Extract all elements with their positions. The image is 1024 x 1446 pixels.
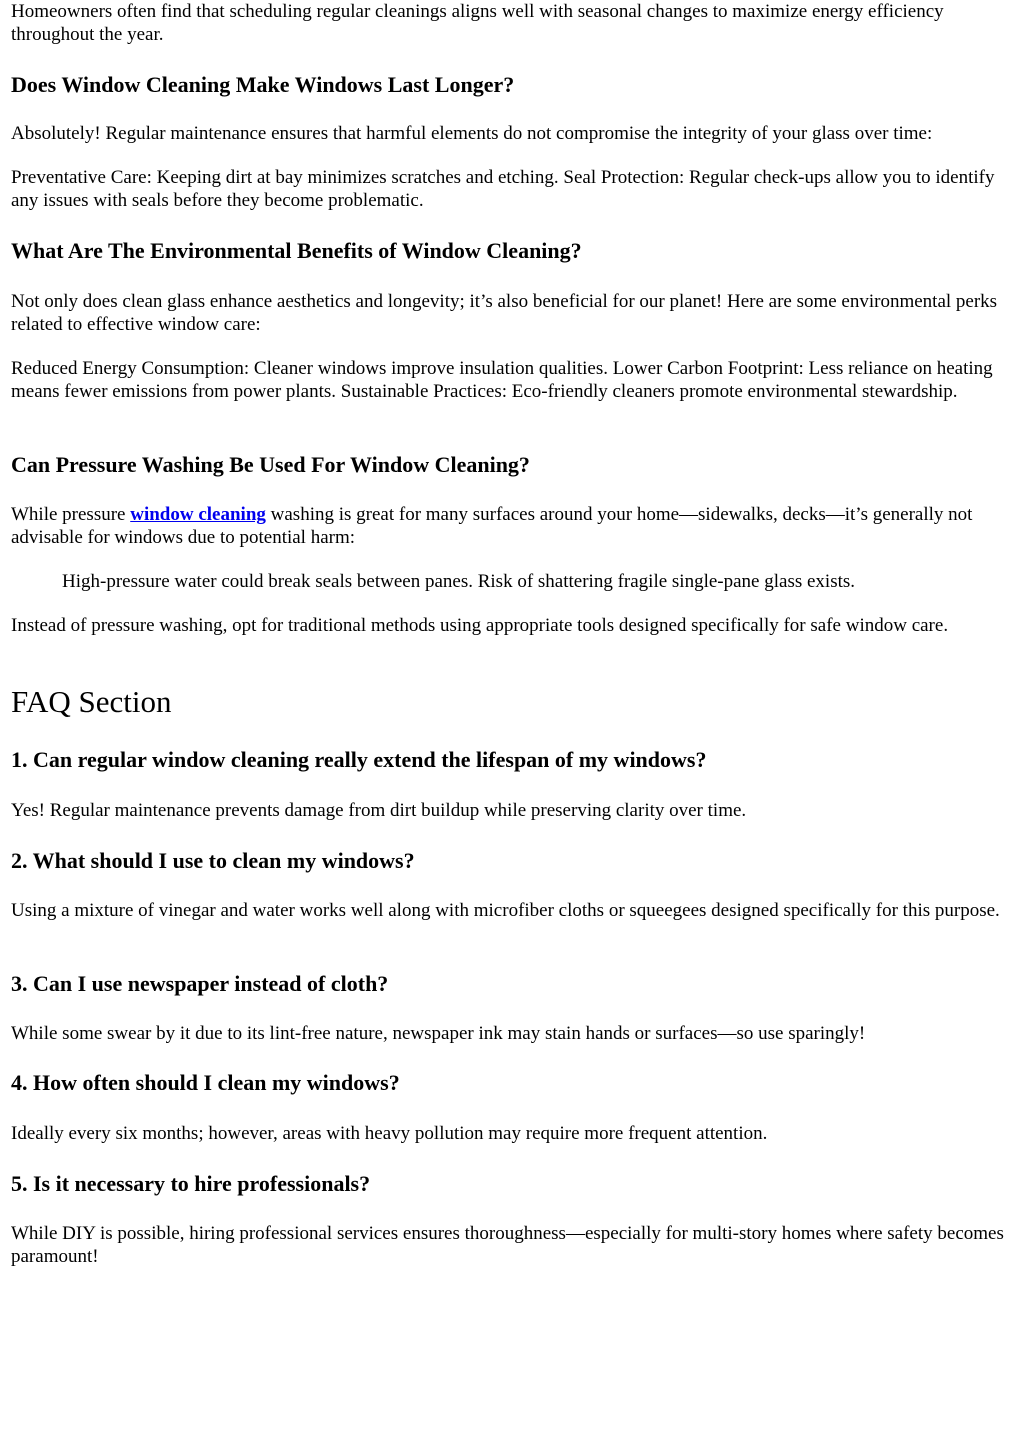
faq-question-2: 2. What should I use to clean my windows? xyxy=(11,848,415,873)
window-cleaning-link[interactable]: window cleaning xyxy=(130,504,266,525)
heading-environmental-benefits: What Are The Environmental Benefits of Window Cleaning? xyxy=(11,238,582,263)
paragraph-absolutely: Absolutely! Regular maintenance ensures that harmful elements do not compromise the integrity of your glass over time: xyxy=(11,123,933,144)
heading-pressure-washing: Can Pressure Washing Be Used For Window Cleaning? xyxy=(11,452,530,477)
faq-answer-5: While DIY is possible, hiring professional services ensures thoroughness—especially for multi-story homes where safety becomes paramount! xyxy=(11,1223,1004,1267)
paragraph-pressure-washing xyxy=(11,503,1014,549)
faq-question-4: 4. How often should I clean my windows? xyxy=(11,1070,400,1095)
faq-answer-1: Yes! Regular maintenance prevents damage from dirt buildup while preserving clarity over time. xyxy=(11,800,747,821)
faq-answer-4: Ideally every six months; however, areas with heavy pollution may require more frequent attention. xyxy=(11,1123,768,1144)
pressure-text-after-link: washing is great for many surfaces around your home—sidewalks, decks—it’s generally not advisable for windows due to potential harm: xyxy=(11,504,973,548)
indented-risks-paragraph: High-pressure water could break seals between panes. Risk of shattering fragile single-pane glass exists. xyxy=(62,571,856,592)
faq-question-5: 5. Is it necessary to hire professionals? xyxy=(11,1171,371,1196)
faq-answer-3: While some swear by it due to its lint-free nature, newspaper ink may stain hands or surfaces—so use sparingly! xyxy=(11,1023,866,1044)
paragraph-traditional-methods: Instead of pressure washing, opt for traditional methods using appropriate tools designed specifically for safe window care. xyxy=(11,615,949,636)
paragraph-environmental-intro: Not only does clean glass enhance aesthetics and longevity; it’s also beneficial for our planet! Here are some environmental perks related to effective window care: xyxy=(11,291,998,335)
faq-question-3: 3. Can I use newspaper instead of cloth? xyxy=(11,971,389,996)
faq-answer-2: Using a mixture of vinegar and water works well along with microfiber cloths or squeegees designed specifically for this purpose. xyxy=(11,900,1000,921)
faq-section-title: FAQ Section xyxy=(11,684,172,719)
faq-question-1: 1. Can regular window cleaning really extend the lifespan of my windows? xyxy=(11,747,707,772)
pressure-text-before-link: While pressure xyxy=(11,504,131,525)
paragraph-environmental-perks: Reduced Energy Consumption: Cleaner windows improve insulation qualities. Lower Carbon Footprint: Less reliance on heating means fewer emissions from power plants. Sustainable Practices: Eco-friendly cleaners promote environmental stewardship. xyxy=(11,358,993,402)
heading-windows-last-longer: Does Window Cleaning Make Windows Last Longer? xyxy=(11,72,515,97)
paragraph-preventative-care: Preventative Care: Keeping dirt at bay minimizes scratches and etching. Seal Protection: Regular check-ups allow you to identify any issues with seals before they become problematic. xyxy=(11,167,995,211)
intro-paragraph: Homeowners often find that scheduling regular cleanings aligns well with seasonal changes to maximize energy efficiency throughout the year. xyxy=(11,1,944,45)
